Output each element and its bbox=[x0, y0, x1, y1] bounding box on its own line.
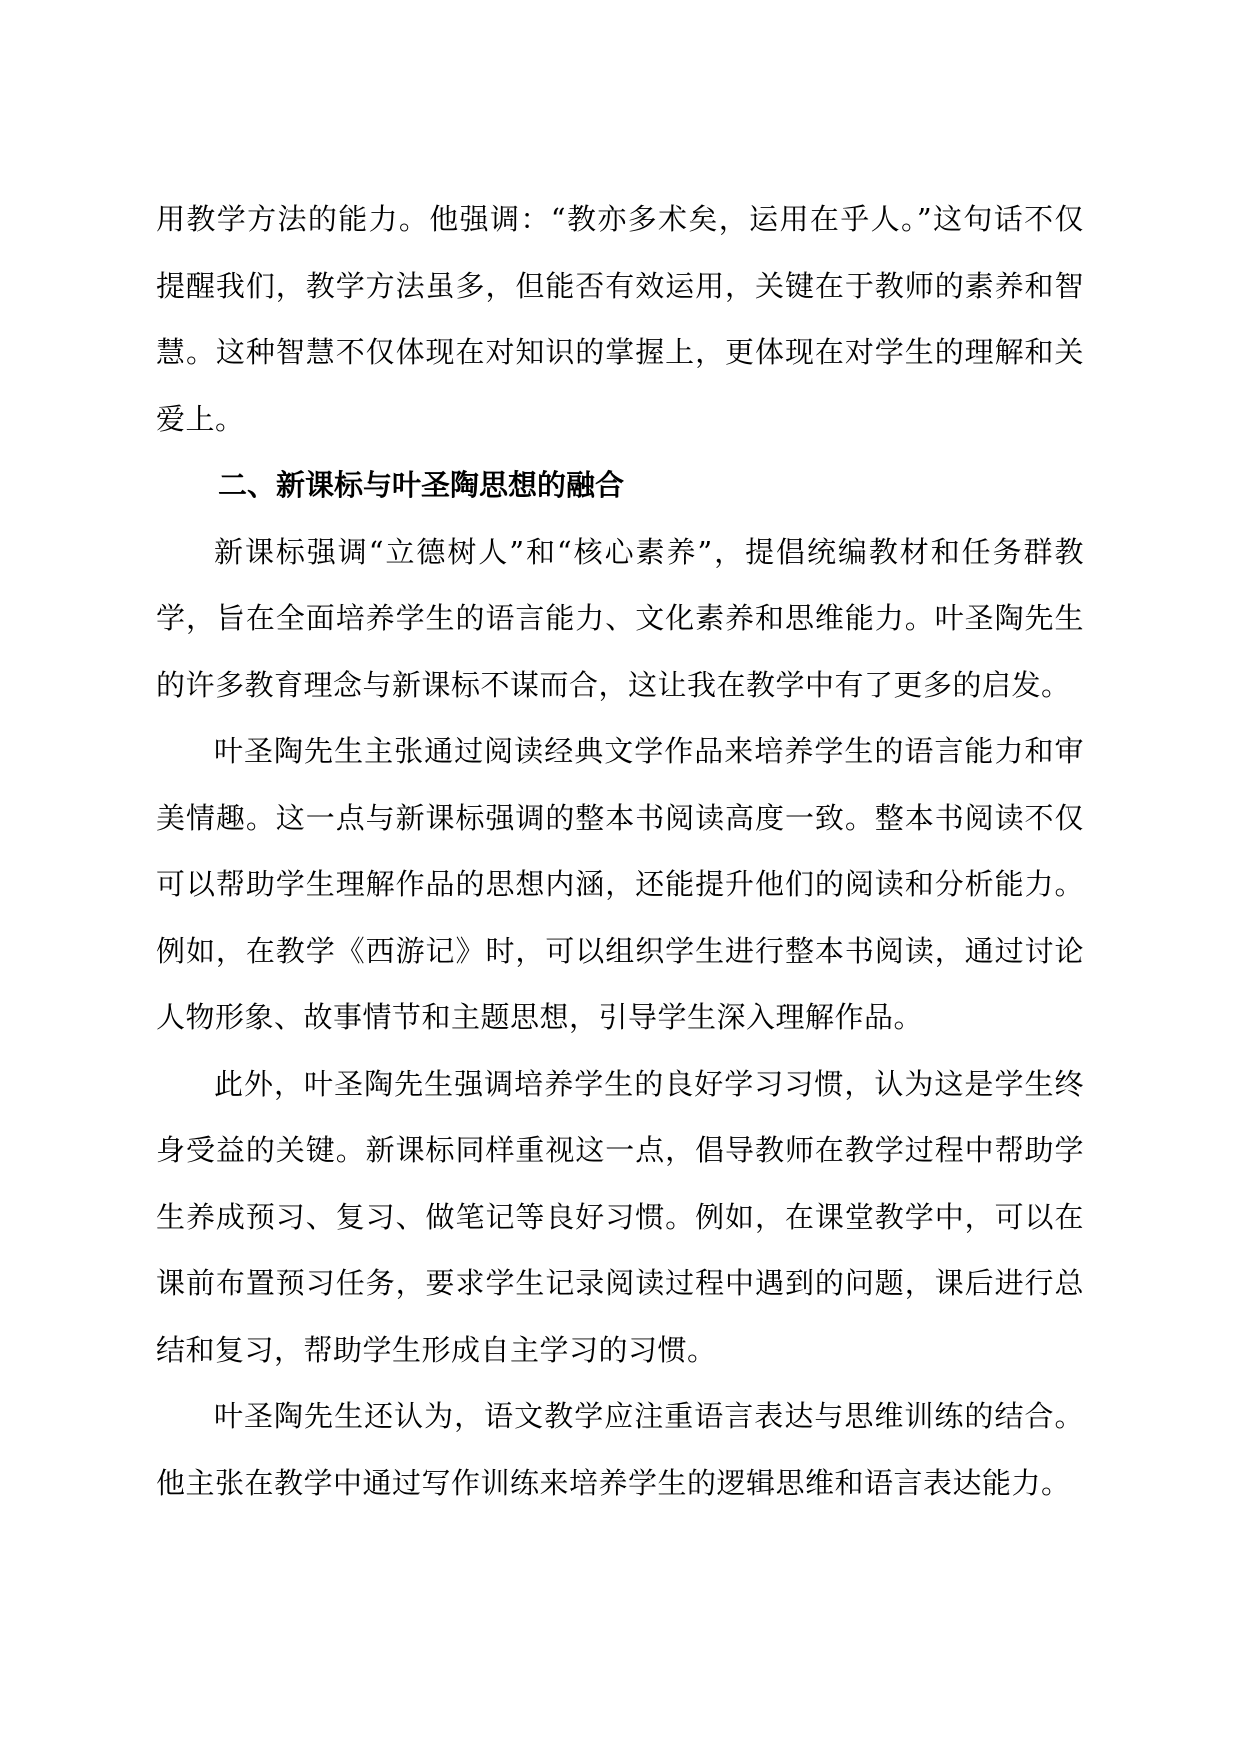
paragraph-expression-thinking: 叶圣陶先生还认为，语文教学应注重语言表达与思维训练的结合。他主张在教学中通过写作训练来培养学生的逻辑思维和语言表达能力。 bbox=[156, 1399, 1084, 1500]
paragraph-whole-book-reading: 叶圣陶先生主张通过阅读经典文学作品来培养学生的语言能力和审美情趣。这一点与新课标强调的整本书阅读高度一致。整本书阅读不仅可以帮助学生理解作品的思想内涵，还能提升他们的阅读和分析能力。例如，在教学《西游记》时，可以组织学生进行整本书阅读，通过讨论人物形象、故事情节和主题思想，引导学生深入理解作品。 bbox=[156, 734, 1084, 1034]
paragraph-study-habits: 此外，叶圣陶先生强调培养学生的良好学习习惯，认为这是学生终身受益的关键。新课标同样重视这一点，倡导教师在教学过程中帮助学生养成预习、复习、做笔记等良好习惯。例如，在课堂教学中，可以在课前布置预习任务，要求学生记录阅读过程中遇到的问题，课后进行总结和复习，帮助学生形成自主学习的习惯。 bbox=[156, 1066, 1084, 1367]
section-heading: 二、新课标与叶圣陶思想的融合 bbox=[218, 468, 625, 502]
paragraph-new-curriculum: 新课标强调“立德树人”和“核心素养”，提倡统编教材和任务群教学，旨在全面培养学生的语言能力、文化素养和思维能力。叶圣陶先生的许多教育理念与新课标不谋而合，这让我在教学中有了更多的启发。 bbox=[156, 534, 1084, 702]
paragraph-continuation: 用教学方法的能力。他强调：“教亦多术矣，运用在乎人。”这句话不仅提醒我们，教学方法虽多，但能否有效运用，关键在于教师的素养和智慧。这种智慧不仅体现在对知识的掌握上，更体现在对学生的理解和关爱上。 bbox=[156, 202, 1084, 436]
document-page bbox=[156, 186, 1084, 1516]
